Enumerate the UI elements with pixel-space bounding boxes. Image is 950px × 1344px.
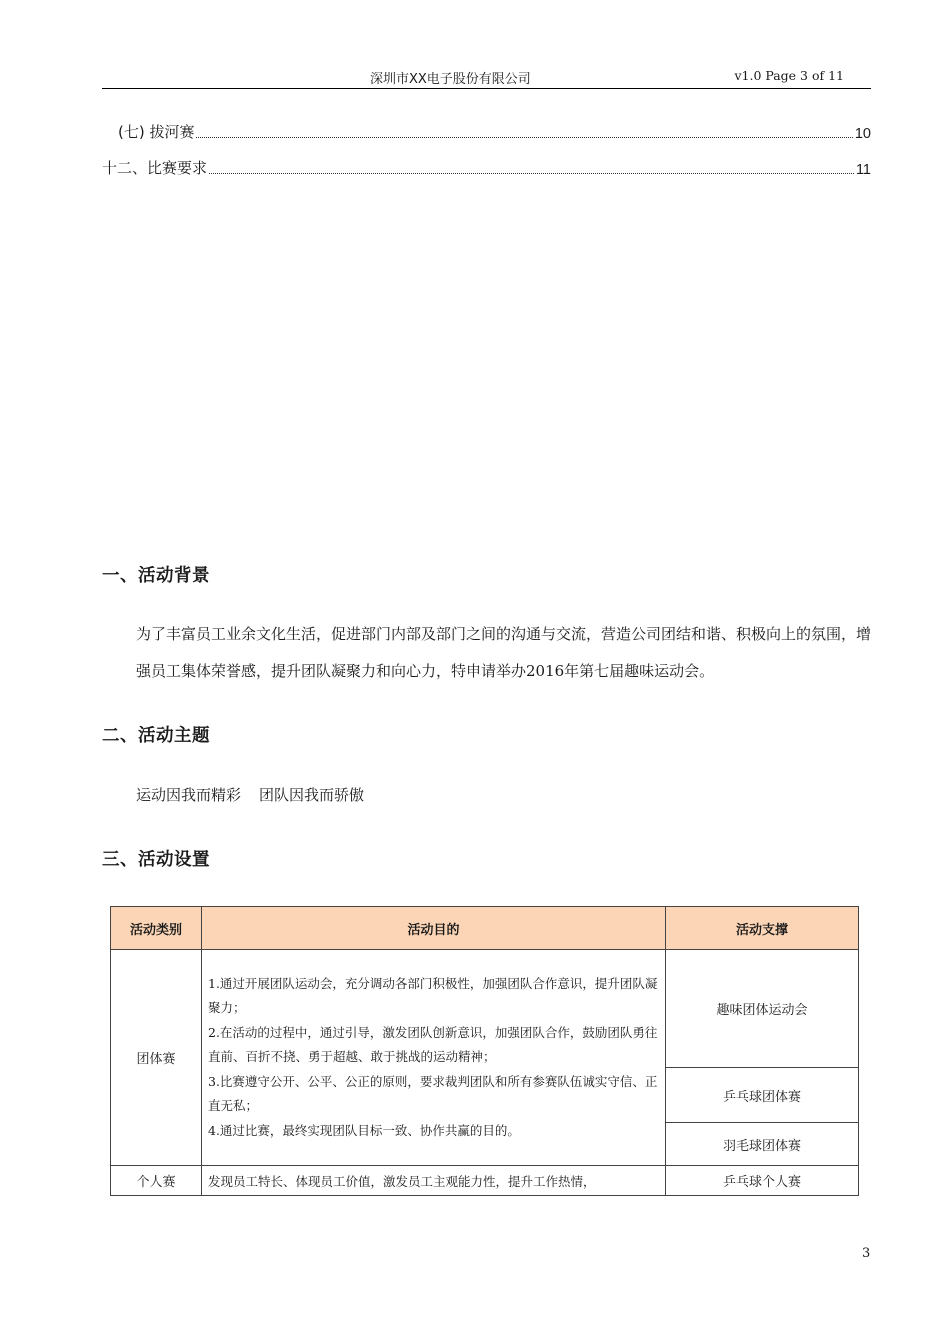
table-row xyxy=(111,950,859,1068)
purpose-item: 2.在活动的过程中，通过引导，激发团队创新意识，加强团队合作，鼓励团队勇往直前、百折不挠、勇于超越、敢于挑战的运动精神； xyxy=(208,1024,658,1065)
purpose-item: 4.通过比赛，最终实现团队目标一致、协作共赢的目的。 xyxy=(208,1122,520,1138)
category-team: 团体赛 xyxy=(111,950,202,1166)
section-heading-setting: 三、活动设置 xyxy=(102,850,210,870)
toc-entry[interactable] xyxy=(102,122,871,142)
table-header-row xyxy=(111,907,859,950)
purpose-item: 3.比赛遵守公开、公平、公正的原则，要求裁判团队和所有参赛队伍诚实守信、正直无私； xyxy=(208,1073,658,1114)
purpose-team xyxy=(202,950,666,1166)
section-heading-background: 一、活动背景 xyxy=(102,566,210,586)
header-category: 活动类别 xyxy=(111,907,202,950)
toc-leader-dots xyxy=(209,172,854,174)
page-header xyxy=(102,66,871,89)
support-item: 乒乓球个人赛 xyxy=(666,1166,859,1196)
toc-entry-title: 十二、比赛要求 xyxy=(102,159,208,177)
purpose-individual: 发现员工特长、体现员工价值，激发员工主观能力性，提升工作热情， xyxy=(202,1166,666,1196)
theme-line xyxy=(136,784,364,805)
background-text: 为了丰富员工业余文化生活，促进部门内部及部门之间的沟通与交流，营造公司团结和谐、积极向上的氛围，增强员工集体荣誉感，提升团队凝聚力和向心力，特申请举办2016年第七届趣味运动会。 xyxy=(136,625,872,680)
section-heading-theme: 二、活动主题 xyxy=(102,726,210,746)
purpose-item: 1.通过开展团队运动会，充分调动各部门积极性，加强团队合作意识，提升团队凝聚力； xyxy=(208,975,658,1016)
header-purpose: 活动目的 xyxy=(202,907,666,950)
toc-entry-page: 11 xyxy=(855,162,871,178)
toc-entry-page: 10 xyxy=(854,126,871,142)
company-name: 深圳市XX电子股份有限公司 xyxy=(370,72,531,87)
toc-leader-dots xyxy=(196,136,852,138)
page-number: 3 xyxy=(862,1246,871,1261)
background-paragraph xyxy=(102,616,871,690)
table-row xyxy=(111,1166,859,1196)
toc-entry[interactable] xyxy=(102,158,871,178)
version-page-info: v1.0 Page 3 of 11 xyxy=(734,68,844,83)
support-item: 羽毛球团体赛 xyxy=(666,1123,859,1166)
header-support: 活动支撑 xyxy=(666,907,859,950)
theme-slogan-1: 运动因我而精彩 xyxy=(136,786,242,804)
theme-slogan-2: 团队因我而骄傲 xyxy=(259,786,365,804)
category-individual: 个人赛 xyxy=(111,1166,202,1196)
activity-setting-table xyxy=(110,906,859,1196)
toc-entry-title: (七) 拔河赛 xyxy=(118,123,195,141)
support-item: 趣味团体运动会 xyxy=(666,950,859,1068)
support-item: 乒乓球团体赛 xyxy=(666,1068,859,1123)
